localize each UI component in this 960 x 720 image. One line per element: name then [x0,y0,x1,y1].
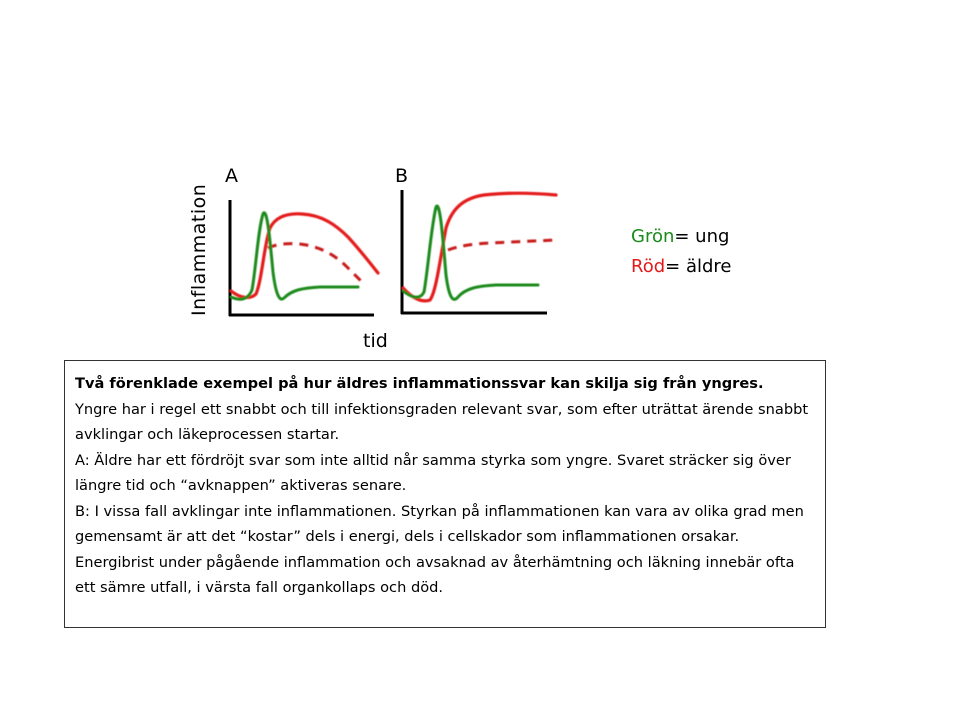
legend-old [631,256,731,277]
panel-b-label: B [395,165,409,187]
x-axis-label: tid [363,330,388,352]
legend-old-text: = äldre [665,256,732,277]
legend-young-color-word: Grön [631,226,675,247]
panel-a-green-curve [231,213,358,299]
caption-part-b: B: I vissa fall avklingar inte inflammationen. Styrkan på inflammationen kan vara av olika grad men gemensamt är att det “kostar” dels i energi, dels i cellskador som inflammationen orsakar. Energibrist under pågående inflammation och avsaknad av återhämtning och läkning innebär ofta ett sämre utfall, i värsta fall organkollaps och död. [75,502,804,596]
legend-young [631,226,729,247]
panel-b-curves [403,193,556,301]
panel-a-curves [231,213,378,299]
caption-heading: Två förenklade exempel på hur äldres inflammationssvar kan skilja sig från yngres. [75,375,764,392]
caption-part-a: A: Äldre har ett fördröjt svar som inte alltid når samma styrka som yngre. Svaret sträcker sig över längre tid och “avknappen” aktiveras senare. [75,451,791,494]
panel-b-green-curve [403,206,538,299]
panel-b-red-dashed-curve [448,240,556,250]
caption-intro: Yngre har i regel ett snabbt och till infektionsgraden relevant svar, som efter uträttat ärende snabbt avklingar och läkeprocessen startar. [75,400,809,443]
panel-a-label: A [225,165,238,187]
legend-young-text: = ung [674,226,730,247]
legend-old-color-word: Röd [631,256,666,277]
caption-box [64,360,826,628]
y-axis-label: Inflammation [188,183,210,316]
panel-a-red-dashed-curve [268,244,364,284]
